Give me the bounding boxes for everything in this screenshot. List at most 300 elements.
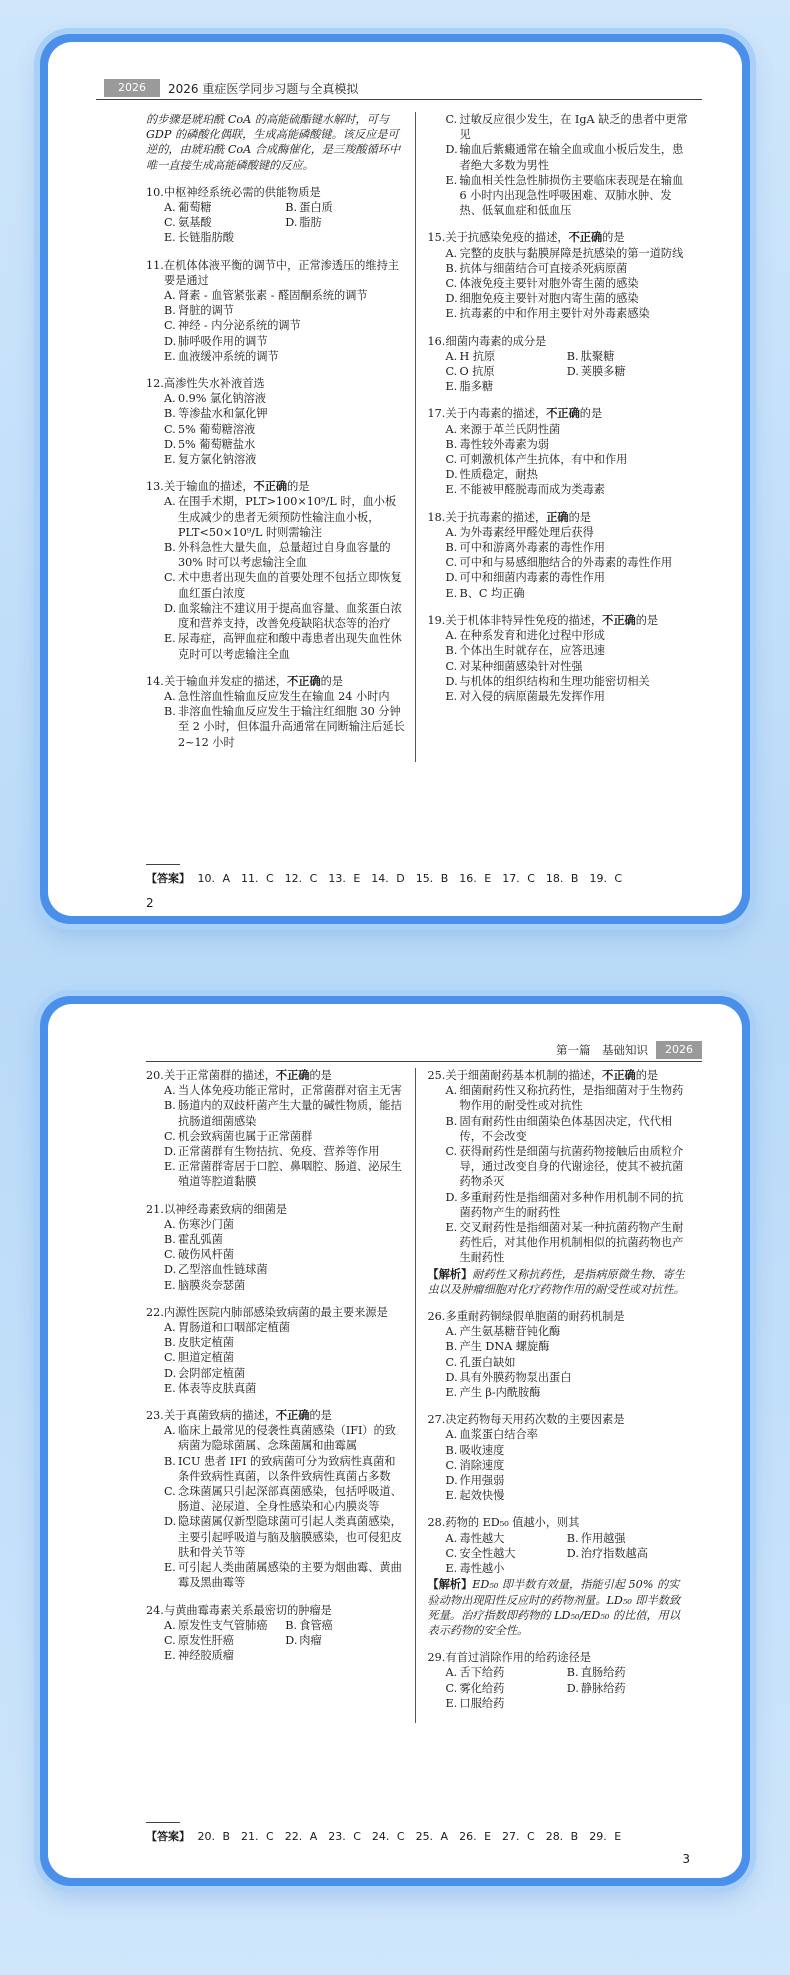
option-text: 血液缓冲系统的调节 bbox=[178, 349, 279, 363]
option-letter: C. bbox=[164, 571, 176, 585]
question-number: 12. bbox=[146, 377, 164, 391]
right-column bbox=[415, 1068, 689, 1723]
option-text: 原发性支气管肺癌 bbox=[178, 1618, 268, 1632]
option-text: 与机体的组织结构和生理功能密切相关 bbox=[459, 674, 650, 688]
option-text: 抗体与细菌结合可直接杀死病原菌 bbox=[459, 261, 628, 275]
option-letter: E. bbox=[164, 231, 176, 245]
option-letter: E. bbox=[445, 307, 458, 321]
option-text: 神经胶质瘤 bbox=[178, 1649, 234, 1663]
option-letter: B. bbox=[164, 1336, 176, 1350]
option-letter: D. bbox=[285, 216, 298, 230]
option-letter: B. bbox=[445, 1443, 458, 1457]
question-number: 22. bbox=[146, 1305, 164, 1319]
option-letter: C. bbox=[164, 319, 176, 333]
option-text: 破伤风杆菌 bbox=[178, 1248, 234, 1262]
book-title: 2026 重症医学同步习题与全真模拟 bbox=[168, 81, 359, 96]
question-number: 28. bbox=[427, 1516, 446, 1530]
question-stem: 在机体体液平衡的调节中，正常渗透压的维持主要是通过 bbox=[164, 258, 399, 287]
option-text: 机会致病菌也属于正常菌群 bbox=[178, 1129, 313, 1143]
option-letter: E. bbox=[445, 689, 458, 703]
option-letter: D. bbox=[164, 1515, 177, 1529]
option-letter: E. bbox=[445, 1562, 458, 1576]
question-number: 29. bbox=[427, 1651, 446, 1665]
option-letter: B. bbox=[285, 1618, 298, 1632]
option-letter: B. bbox=[445, 541, 458, 555]
option-text: 口服给药 bbox=[459, 1696, 505, 1710]
option-text: 氨基酸 bbox=[178, 216, 212, 230]
option-text: 肾脏的调节 bbox=[178, 304, 234, 318]
stem-text: 的是 bbox=[320, 674, 344, 688]
option-letter: A. bbox=[445, 1531, 458, 1545]
option-letter: D. bbox=[445, 292, 458, 306]
option-text: 肺呼吸作用的调节 bbox=[178, 334, 268, 348]
question-stem: 决定药物每天用药次数的主要因素是 bbox=[445, 1413, 625, 1427]
option-letter: E. bbox=[445, 1221, 458, 1235]
page-number: 2 bbox=[146, 896, 154, 910]
option-letter: E. bbox=[164, 1160, 176, 1174]
question-number: 23. bbox=[146, 1409, 164, 1423]
options bbox=[146, 1320, 407, 1396]
option-letter: B. bbox=[164, 1454, 176, 1468]
option-letter: C. bbox=[445, 453, 458, 467]
option-letter: D. bbox=[164, 437, 177, 451]
stem-emphasis: 不正确 bbox=[602, 1068, 636, 1082]
options bbox=[146, 1083, 407, 1189]
stem-text: 的是 bbox=[635, 613, 659, 627]
option-letter: B. bbox=[445, 437, 458, 451]
stem-emphasis: 不正确 bbox=[287, 673, 321, 688]
option-text: 具有外膜药物泵出蛋白 bbox=[459, 1370, 572, 1384]
page-card-1 bbox=[40, 34, 750, 924]
option-text: 起效快慢 bbox=[459, 1489, 505, 1503]
explanation-label: 【解析】 bbox=[427, 1266, 473, 1281]
option-letter: C. bbox=[164, 1351, 176, 1365]
option-text: 食管癌 bbox=[299, 1618, 333, 1632]
option-text: 可中和与易感细胞结合的外毒素的毒性作用 bbox=[459, 556, 673, 570]
question-number: 26. bbox=[427, 1310, 446, 1324]
explanation-text: 耐药性又称抗药性，是指病原微生物、寄生虫以及肿瘤细胞对化疗药物作用的耐受性或对抗性。 bbox=[427, 1267, 685, 1296]
option-text: 原发性肝癌 bbox=[178, 1633, 234, 1647]
option-text: 念珠菌属只引起深部真菌感染，包括呼吸道、肠道、泌尿道、全身性感染和心内膜炎等 bbox=[178, 1485, 402, 1514]
year-tag: 2026 bbox=[656, 1041, 702, 1059]
option-letter: B. bbox=[164, 541, 176, 555]
option-letter: D. bbox=[445, 571, 458, 585]
stem-text: 关于正常菌群的描述， bbox=[164, 1069, 276, 1082]
option-text: 雾化给药 bbox=[459, 1681, 505, 1695]
explanation bbox=[428, 1577, 689, 1638]
option-text: 脂肪 bbox=[299, 216, 322, 230]
option-text: 安全性越大 bbox=[459, 1546, 516, 1560]
option-letter: C. bbox=[445, 1355, 458, 1369]
question-number: 15. bbox=[427, 231, 446, 245]
question-stem: 内源性医院内肺部感染致病菌的最主要来源是 bbox=[164, 1305, 388, 1319]
question-stem bbox=[446, 510, 591, 525]
option-text: 可中和细菌内毒素的毒性作用 bbox=[459, 571, 605, 585]
explanation-text: ED₅₀ 即半数有效量，指能引起 50% 的实验动物出现阳性反应时的药物剂量。LD₅₀ 即半数致死量。治疗指数即药物的 LD₅₀/ED₅₀ 的比值，用以表示药物的安全性。 bbox=[427, 1578, 681, 1637]
answer-rule bbox=[146, 864, 180, 865]
option-letter: E. bbox=[445, 586, 458, 600]
continued-explanation: 的步骤是琥珀酰 CoA 的高能硫酯键水解时，可与 GDP 的磷酸化偶联，生成高能磷酸键。该反应是可逆的，由琥珀酰 CoA 合成酶催化，是三羧酸循环中唯一直接生成高能磷酸键的反应。 bbox=[146, 113, 401, 172]
option-text: 在围手术期，PLT>100×10⁹/L 时，血小板生成减少的患者无须预防性输注血小板，PLT<50×10⁹/L 时则需输注 bbox=[178, 495, 397, 539]
options bbox=[146, 200, 407, 246]
option-text: 可中和游离外毒素的毒性作用 bbox=[459, 541, 605, 555]
stem-emphasis: 正确 bbox=[546, 509, 569, 524]
option-text: 固有耐药性由细菌染色体基因决定，代代相传，不会改变 bbox=[459, 1114, 673, 1143]
stem-text: 的是 bbox=[287, 480, 310, 494]
option-letter: A. bbox=[445, 1084, 458, 1098]
option-letter: A. bbox=[445, 349, 458, 363]
page-sheet-1 bbox=[48, 42, 742, 916]
answer-key-label: 【答案】 bbox=[146, 1830, 190, 1843]
option-text: 抗毒素的中和作用主要针对外毒素感染 bbox=[459, 307, 650, 321]
question-16 bbox=[428, 334, 689, 395]
option-letter: E. bbox=[445, 1696, 458, 1710]
option-text: 输血相关性急性肺损伤主要临床表现是在输血 6 小时内出现急性呼吸困难、双肺水肿、发热、低氧血症和低血压 bbox=[459, 173, 684, 218]
option-letter: B. bbox=[566, 1531, 579, 1545]
option-letter: C. bbox=[445, 113, 458, 126]
options bbox=[428, 525, 689, 601]
options bbox=[428, 422, 689, 498]
option-text: 5% 葡萄糖盐水 bbox=[178, 437, 256, 451]
option-text: 产生 β-内酰胺酶 bbox=[459, 1386, 541, 1400]
option-text: 作用越强 bbox=[580, 1531, 626, 1545]
option-letter: E. bbox=[164, 632, 176, 646]
option-text: 脑膜炎奈瑟菌 bbox=[178, 1278, 246, 1292]
option-text: 可引起人类曲菌属感染的主要为烟曲霉、黄曲霉及黑曲霉等 bbox=[178, 1561, 402, 1590]
option-letter: B. bbox=[445, 644, 458, 658]
option-text: 非溶血性输血反应发生于输注红细胞 30 分钟至 2 小时，但体温升高通常在同断输注后延长 2~12 小时 bbox=[178, 705, 405, 749]
option-letter: C. bbox=[445, 659, 458, 673]
option-letter: C. bbox=[164, 1129, 176, 1143]
option-text: 术中患者出现失血的首要处理不包括立即恢复血红蛋白浓度 bbox=[178, 571, 402, 600]
page-card-2 bbox=[40, 996, 750, 1886]
question-14 bbox=[146, 674, 407, 750]
option-text: 细胞免疫主要针对胞内寄生菌的感染 bbox=[459, 292, 639, 306]
option-text: 过敏反应很少发生，在 IgA 缺乏的患者中更常见 bbox=[459, 113, 688, 142]
option-text: 神经 - 内分泌系统的调节 bbox=[178, 319, 301, 333]
question-stem: 中枢神经系统必需的供能物质是 bbox=[164, 185, 321, 199]
option-letter: D. bbox=[445, 1474, 458, 1488]
option-letter: A. bbox=[164, 201, 176, 215]
option-letter: D. bbox=[164, 601, 177, 615]
option-text: 会阴部定植菌 bbox=[178, 1366, 246, 1380]
option-text: B、C 均正确 bbox=[459, 586, 525, 600]
option-letter: C. bbox=[445, 556, 458, 570]
option-letter: E. bbox=[164, 1649, 176, 1663]
option-text: 肉瘤 bbox=[299, 1633, 322, 1647]
option-letter: E. bbox=[164, 1278, 176, 1292]
question-number: 11. bbox=[146, 258, 164, 272]
running-header bbox=[556, 1042, 702, 1058]
stem-text: 关于内毒素的描述， bbox=[445, 407, 547, 421]
running-header bbox=[104, 80, 358, 96]
two-column-body bbox=[146, 1068, 688, 1723]
stem-emphasis: 不正确 bbox=[568, 230, 603, 245]
question-number: 27. bbox=[427, 1413, 446, 1427]
option-text: 获得耐药性是细菌与抗菌药物接触后由质粒介导，通过改变自身的代谢途径，使其不被抗菌药物杀灭 bbox=[459, 1145, 684, 1189]
options bbox=[428, 349, 689, 395]
option-letter: B. bbox=[164, 304, 176, 318]
question-number: 16. bbox=[427, 334, 446, 348]
option-text: 伤寒沙门菌 bbox=[178, 1217, 234, 1231]
options bbox=[146, 1618, 407, 1664]
left-column bbox=[146, 112, 415, 762]
option-text: 胆道定植菌 bbox=[178, 1351, 234, 1365]
question-stem bbox=[164, 674, 343, 689]
options bbox=[428, 1531, 689, 1577]
question-stem bbox=[446, 613, 659, 628]
option-letter: D. bbox=[445, 1370, 458, 1384]
option-letter: B. bbox=[445, 1114, 458, 1128]
option-text: 葡萄糖 bbox=[178, 201, 212, 215]
question-number: 18. bbox=[427, 510, 446, 524]
option-letter: A. bbox=[164, 1084, 176, 1098]
option-text: 输血后紫癜通常在输全血或血小板后发生，患者绝大多数为男性 bbox=[459, 143, 684, 172]
question-number: 25. bbox=[427, 1069, 446, 1082]
option-text: 5% 葡萄糖溶液 bbox=[178, 422, 256, 436]
option-letter: D. bbox=[164, 1145, 177, 1159]
option-letter: B. bbox=[445, 1340, 458, 1354]
stem-text: 关于细菌耐药基本机制的描述， bbox=[445, 1069, 603, 1082]
option-text: 多重耐药性是指细菌对多种作用机制不同的抗菌药物产生的耐药性 bbox=[459, 1190, 684, 1219]
option-text: 肠道内的双歧杆菌产生大量的碱性物质，能拮抗肠道细菌感染 bbox=[178, 1099, 402, 1128]
option-text: 产生氨基糖苷钝化酶 bbox=[459, 1325, 561, 1339]
stem-emphasis: 不正确 bbox=[546, 406, 580, 421]
question-18 bbox=[428, 510, 689, 601]
question-19 bbox=[428, 613, 689, 704]
option-text: 来源于革兰氏阴性菌 bbox=[459, 422, 561, 436]
option-text: 当人体免疫功能正常时，正常菌群对宿主无害 bbox=[178, 1084, 402, 1098]
option-text: 体液免疫主要针对胞外寄生菌的感染 bbox=[459, 277, 639, 291]
question-stem: 与黄曲霉毒素关系最密切的肿瘤是 bbox=[164, 1603, 332, 1617]
option-text: 急性溶血性输血反应发生在输血 24 小时内 bbox=[178, 689, 390, 703]
question-21 bbox=[146, 1202, 407, 1293]
question-stem bbox=[164, 1068, 332, 1083]
question-15 bbox=[428, 230, 689, 321]
question-13 bbox=[146, 479, 407, 661]
option-text: 复方氯化钠溶液 bbox=[178, 453, 257, 467]
question-24 bbox=[146, 1603, 407, 1664]
options bbox=[428, 1427, 689, 1503]
option-letter: A. bbox=[164, 289, 176, 303]
option-letter: B. bbox=[164, 1233, 176, 1247]
option-text: 血浆输注不建议用于提高血容量、血浆蛋白浓度和营养支持，改善免疫缺陷状态等的治疗 bbox=[178, 601, 402, 631]
option-text: 消除速度 bbox=[459, 1458, 505, 1472]
options bbox=[146, 689, 407, 750]
question-14-continued bbox=[428, 112, 689, 218]
option-letter: B. bbox=[164, 407, 176, 421]
option-text: 荚膜多糖 bbox=[580, 365, 626, 379]
option-text: 交叉耐药性是指细菌对某一种抗菌药物产生耐药性后，对其他作用机制相似的抗菌药物也产生耐药性 bbox=[459, 1221, 684, 1265]
options bbox=[146, 288, 407, 364]
question-23 bbox=[146, 1408, 407, 1590]
option-text: 长链脂肪酸 bbox=[178, 231, 234, 245]
option-text: 胃肠道和口咽部定植菌 bbox=[178, 1321, 290, 1335]
option-text: 血浆蛋白结合率 bbox=[459, 1428, 538, 1442]
option-text: 作用强弱 bbox=[459, 1474, 505, 1488]
options bbox=[428, 1665, 689, 1711]
two-column-body bbox=[146, 112, 688, 762]
option-letter: A. bbox=[445, 525, 458, 539]
answer-key-values: 20. B 21. C 22. A 23. C 24. C 25. A 26. E 27. C 28. B 29. E bbox=[197, 1830, 622, 1843]
page-number: 3 bbox=[682, 1852, 690, 1866]
option-letter: E. bbox=[445, 1489, 458, 1503]
option-letter: C. bbox=[445, 1458, 458, 1472]
question-stem: 以神经毒素致病的细菌是 bbox=[164, 1202, 288, 1216]
options bbox=[428, 1083, 689, 1265]
option-letter: B. bbox=[445, 261, 458, 275]
option-letter: A. bbox=[445, 1428, 458, 1442]
question-27 bbox=[428, 1412, 689, 1503]
option-letter: E. bbox=[445, 380, 458, 394]
stem-emphasis: 不正确 bbox=[275, 1408, 310, 1423]
option-text: 不能被甲醛脱毒而成为类毒素 bbox=[459, 483, 605, 497]
question-25 bbox=[428, 1068, 689, 1297]
section-title: 第一篇 基础知识 bbox=[556, 1043, 648, 1057]
option-text: 在种系发育和进化过程中形成 bbox=[459, 629, 605, 643]
page-sheet-2 bbox=[48, 1004, 742, 1878]
question-number: 13. bbox=[146, 480, 164, 494]
option-letter: D. bbox=[164, 1263, 177, 1277]
option-letter: B. bbox=[566, 349, 579, 363]
question-number: 20. bbox=[146, 1069, 164, 1082]
option-letter: A. bbox=[164, 1321, 176, 1335]
answer-key-values: 10. A 11. C 12. C 13. E 14. D 15. B 16. E 17. C 18. B 19. C bbox=[197, 872, 623, 885]
option-letter: A. bbox=[164, 495, 176, 509]
stem-text: 的是 bbox=[579, 407, 603, 421]
header-rule bbox=[146, 1061, 702, 1062]
stem-text: 的是 bbox=[309, 1409, 332, 1423]
right-column bbox=[415, 112, 689, 762]
option-letter: A. bbox=[164, 392, 176, 406]
option-text: 乙型溶血性链球菌 bbox=[178, 1263, 268, 1277]
question-stem: 细菌内毒素的成分是 bbox=[445, 334, 547, 348]
option-text: 尿毒症，高钾血症和酸中毒患者出现失血性休克时可以考虑输注全血 bbox=[178, 632, 402, 661]
option-text: 产生 DNA 螺旋酶 bbox=[459, 1340, 550, 1354]
option-text: 为外毒素经甲醛处理后获得 bbox=[459, 525, 594, 539]
option-text: 毒性越大 bbox=[459, 1531, 505, 1545]
stem-text: 的是 bbox=[309, 1069, 332, 1082]
question-17 bbox=[428, 406, 689, 497]
options bbox=[146, 1217, 407, 1293]
stem-text: 的是 bbox=[602, 231, 625, 245]
option-text: 舌下给药 bbox=[459, 1666, 505, 1680]
option-text: 个体出生时就存在，应答迅速 bbox=[459, 644, 605, 658]
stem-text: 关于机体非特异性免疫的描述， bbox=[445, 613, 603, 627]
option-text: 对某种细菌感染针对性强 bbox=[459, 659, 583, 673]
option-text: ICU 患者 IFI 的致病菌可分为致病性真菌和条件致病性真菌，以条件致病性真菌占多数 bbox=[178, 1454, 396, 1483]
option-letter: C. bbox=[445, 1145, 458, 1159]
option-text: O 抗原 bbox=[459, 365, 495, 379]
option-text: 可刺激机体产生抗体，有中和作用 bbox=[459, 453, 628, 467]
question-number: 19. bbox=[427, 613, 446, 627]
option-letter: A. bbox=[445, 422, 458, 436]
question-22 bbox=[146, 1305, 407, 1396]
options bbox=[428, 628, 689, 704]
option-letter: D. bbox=[566, 365, 579, 379]
options bbox=[146, 494, 407, 661]
option-letter: D. bbox=[445, 674, 458, 688]
option-letter: C. bbox=[445, 277, 458, 291]
option-letter: C. bbox=[164, 422, 176, 436]
option-text: 等渗盐水和氯化钾 bbox=[178, 407, 268, 421]
option-text: 脂多糖 bbox=[459, 380, 494, 394]
question-number: 17. bbox=[427, 407, 446, 421]
question-stem bbox=[446, 230, 625, 245]
option-text: 毒性较外毒素为弱 bbox=[459, 437, 550, 451]
option-text: 毒性越小 bbox=[459, 1562, 505, 1576]
option-letter: A. bbox=[445, 1325, 458, 1339]
question-stem bbox=[164, 479, 309, 494]
option-text: 临床上最常见的侵袭性真菌感染（IFI）的致病菌为隐球菌属、念珠菌属和曲霉属 bbox=[178, 1424, 396, 1453]
option-letter: A. bbox=[164, 1618, 176, 1632]
option-letter: A. bbox=[445, 1666, 458, 1680]
question-number: 10. bbox=[146, 185, 164, 199]
option-text: 直肠给药 bbox=[580, 1666, 626, 1680]
stem-emphasis: 不正确 bbox=[602, 612, 636, 627]
option-letter: E. bbox=[445, 173, 458, 187]
year-tag: 2026 bbox=[104, 79, 160, 97]
option-text: 正常菌群有生物拮抗、免疫、营养等作用 bbox=[178, 1145, 380, 1159]
stem-text: 关于输血的描述， bbox=[164, 480, 254, 494]
option-letter: A. bbox=[164, 1217, 176, 1231]
option-letter: C. bbox=[164, 1485, 176, 1499]
option-letter: E. bbox=[164, 1381, 176, 1395]
question-stem bbox=[164, 1408, 332, 1423]
option-text: 细菌耐药性又称抗药性，是指细菌对于生物药物作用的耐受性或对抗性 bbox=[459, 1084, 684, 1113]
option-text: 体表等皮肤真菌 bbox=[178, 1381, 257, 1395]
answer-rule bbox=[146, 1822, 180, 1823]
option-letter: E. bbox=[445, 483, 458, 497]
question-20 bbox=[146, 1068, 407, 1190]
option-letter: A. bbox=[164, 689, 176, 703]
question-11 bbox=[146, 258, 407, 364]
option-letter: B. bbox=[285, 201, 298, 215]
stem-text: 的是 bbox=[568, 510, 591, 524]
question-stem: 多重耐药铜绿假单胞菌的耐药机制是 bbox=[445, 1310, 625, 1324]
question-29 bbox=[428, 1650, 689, 1711]
question-number: 24. bbox=[146, 1603, 164, 1617]
options bbox=[428, 1324, 689, 1400]
options bbox=[428, 112, 689, 218]
option-text: 皮肤定植菌 bbox=[178, 1336, 234, 1350]
option-letter: D. bbox=[445, 1190, 458, 1204]
stem-text: 关于抗感染免疫的描述， bbox=[445, 231, 569, 245]
option-text: 孔蛋白缺如 bbox=[459, 1355, 516, 1369]
option-letter: D. bbox=[445, 143, 458, 157]
option-letter: D. bbox=[445, 468, 458, 482]
question-stem bbox=[446, 406, 603, 421]
option-letter: B. bbox=[164, 705, 176, 719]
question-12 bbox=[146, 376, 407, 467]
left-column bbox=[146, 1068, 415, 1723]
option-text: 完整的皮肤与黏膜屏障是抗感染的第一道防线 bbox=[459, 246, 684, 260]
option-text: 外科急性大量失血，总量超过自身血容量的 30% 时可以考虑输注全血 bbox=[178, 541, 391, 570]
explanation bbox=[428, 1267, 689, 1297]
option-letter: B. bbox=[566, 1666, 579, 1680]
option-letter: E. bbox=[445, 1386, 458, 1400]
option-letter: C. bbox=[164, 1248, 176, 1262]
option-text: 对入侵的病原菌最先发挥作用 bbox=[459, 689, 605, 703]
answer-key bbox=[146, 870, 622, 886]
option-letter: C. bbox=[445, 365, 458, 379]
stem-text: 关于输血并发症的描述， bbox=[164, 674, 288, 688]
option-text: 正常菌群寄居于口腔、鼻咽腔、肠道、泌尿生殖道等腔道黏膜 bbox=[178, 1160, 402, 1189]
question-10 bbox=[146, 185, 407, 246]
stem-text: 关于抗毒素的描述， bbox=[445, 510, 547, 524]
answer-key bbox=[146, 1828, 621, 1844]
option-letter: E. bbox=[164, 453, 176, 467]
